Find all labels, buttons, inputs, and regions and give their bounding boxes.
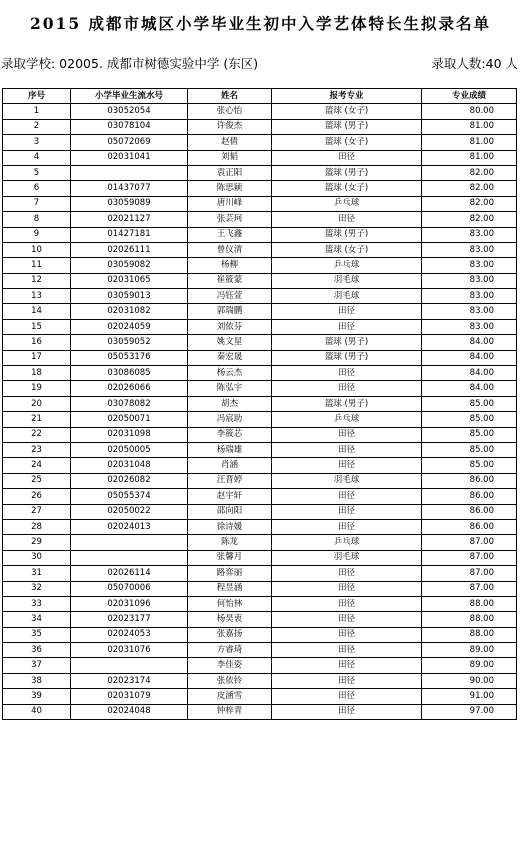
row-index: 14 <box>3 304 71 319</box>
row-student-serial: 05053176 <box>71 350 188 365</box>
row-name: 张馨月 <box>188 550 272 565</box>
row-student-serial: 03052054 <box>71 104 188 119</box>
row-score: 86.00 <box>422 519 517 534</box>
row-student-serial: 02021127 <box>71 212 188 227</box>
row-score: 82.00 <box>422 212 517 227</box>
row-specialty: 篮球 (女子) <box>272 242 422 257</box>
table-row <box>3 458 517 473</box>
row-specialty: 篮球 (男子) <box>272 119 422 134</box>
table-row <box>3 381 517 396</box>
row-name: 唐川峰 <box>188 196 272 211</box>
header-student-serial: 小学毕业生流水号 <box>71 89 188 104</box>
row-specialty: 田径 <box>272 566 422 581</box>
row-name: 郭瑞鹏 <box>188 304 272 319</box>
row-name: 路弈丽 <box>188 566 272 581</box>
table-row <box>3 319 517 334</box>
table-row <box>3 335 517 350</box>
row-index: 21 <box>3 412 71 427</box>
row-name: 胡杰 <box>188 396 272 411</box>
row-student-serial: 02031096 <box>71 596 188 611</box>
table-row <box>3 566 517 581</box>
row-student-serial: 02023177 <box>71 612 188 627</box>
row-name: 方睿琦 <box>188 643 272 658</box>
row-index: 11 <box>3 258 71 273</box>
row-score: 81.00 <box>422 119 517 134</box>
row-score: 86.00 <box>422 489 517 504</box>
row-student-serial: 02050005 <box>71 442 188 457</box>
row-name: 赵倩 <box>188 135 272 150</box>
table-row <box>3 242 517 257</box>
row-name: 曾仪清 <box>188 242 272 257</box>
row-name: 张芸珂 <box>188 212 272 227</box>
row-index: 27 <box>3 504 71 519</box>
table-row <box>3 704 517 719</box>
row-name: 许俊杰 <box>188 119 272 134</box>
row-index: 20 <box>3 396 71 411</box>
row-score: 83.00 <box>422 273 517 288</box>
row-score: 82.00 <box>422 181 517 196</box>
row-specialty: 羽毛球 <box>272 289 422 304</box>
table-row <box>3 596 517 611</box>
table-row <box>3 150 517 165</box>
row-score: 84.00 <box>422 366 517 381</box>
row-specialty: 田径 <box>272 304 422 319</box>
table-row <box>3 181 517 196</box>
row-score: 85.00 <box>422 458 517 473</box>
row-specialty: 田径 <box>272 627 422 642</box>
row-student-serial: 02031079 <box>71 689 188 704</box>
row-score: 88.00 <box>422 612 517 627</box>
row-name: 刘韬 <box>188 150 272 165</box>
row-name: 杨瑞雄 <box>188 442 272 457</box>
table-row <box>3 273 517 288</box>
row-student-serial: 02031065 <box>71 273 188 288</box>
table-row <box>3 550 517 565</box>
row-specialty: 田径 <box>272 442 422 457</box>
row-name: 肖涵 <box>188 458 272 473</box>
row-name: 杨柳 <box>188 258 272 273</box>
row-student-serial: 02023174 <box>71 673 188 688</box>
row-student-serial: 02024048 <box>71 704 188 719</box>
row-index: 38 <box>3 673 71 688</box>
table-row <box>3 350 517 365</box>
row-specialty: 田径 <box>272 596 422 611</box>
row-specialty: 田径 <box>272 643 422 658</box>
row-score: 86.00 <box>422 504 517 519</box>
row-name: 刘依芬 <box>188 319 272 334</box>
row-score: 87.00 <box>422 566 517 581</box>
row-specialty: 田径 <box>272 704 422 719</box>
row-index: 30 <box>3 550 71 565</box>
row-student-serial: 02026111 <box>71 242 188 257</box>
row-student-serial <box>71 165 188 180</box>
row-specialty: 篮球 (男子) <box>272 396 422 411</box>
row-specialty: 乒乓球 <box>272 196 422 211</box>
table-row <box>3 489 517 504</box>
row-specialty: 田径 <box>272 489 422 504</box>
row-index: 40 <box>3 704 71 719</box>
row-index: 5 <box>3 165 71 180</box>
row-specialty: 田径 <box>272 689 422 704</box>
row-name: 张嘉扬 <box>188 627 272 642</box>
row-score: 84.00 <box>422 350 517 365</box>
table-row <box>3 643 517 658</box>
row-student-serial: 01427181 <box>71 227 188 242</box>
row-specialty: 羽毛球 <box>272 473 422 488</box>
row-specialty: 乒乓球 <box>272 535 422 550</box>
row-score: 81.00 <box>422 150 517 165</box>
row-specialty: 乒乓球 <box>272 412 422 427</box>
row-index: 28 <box>3 519 71 534</box>
row-score: 82.00 <box>422 196 517 211</box>
table-row <box>3 519 517 534</box>
table-row <box>3 165 517 180</box>
row-student-serial: 02024059 <box>71 319 188 334</box>
row-specialty: 田径 <box>272 381 422 396</box>
row-score: 88.00 <box>422 627 517 642</box>
row-name: 冯钰萱 <box>188 289 272 304</box>
row-index: 16 <box>3 335 71 350</box>
row-index: 17 <box>3 350 71 365</box>
row-student-serial: 03078104 <box>71 119 188 134</box>
row-student-serial: 03059089 <box>71 196 188 211</box>
row-name: 杨昊衷 <box>188 612 272 627</box>
row-index: 6 <box>3 181 71 196</box>
row-score: 85.00 <box>422 427 517 442</box>
row-name: 汪晋婷 <box>188 473 272 488</box>
row-name: 皮涵雪 <box>188 689 272 704</box>
row-score: 85.00 <box>422 396 517 411</box>
row-specialty: 田径 <box>272 212 422 227</box>
row-index: 32 <box>3 581 71 596</box>
row-index: 29 <box>3 535 71 550</box>
row-student-serial: 02031041 <box>71 150 188 165</box>
table-row <box>3 258 517 273</box>
row-student-serial: 02026066 <box>71 381 188 396</box>
row-specialty: 田径 <box>272 673 422 688</box>
row-name: 王飞鑫 <box>188 227 272 242</box>
row-name: 钟梓青 <box>188 704 272 719</box>
row-index: 4 <box>3 150 71 165</box>
row-student-serial: 03059082 <box>71 258 188 273</box>
row-specialty: 篮球 (男子) <box>272 350 422 365</box>
row-name: 赵宇轩 <box>188 489 272 504</box>
header-score: 专业成绩 <box>422 89 517 104</box>
row-student-serial: 03078082 <box>71 396 188 411</box>
row-score: 83.00 <box>422 304 517 319</box>
row-name: 何怡林 <box>188 596 272 611</box>
table-row <box>3 612 517 627</box>
row-index: 34 <box>3 612 71 627</box>
row-student-serial: 03059052 <box>71 335 188 350</box>
row-student-serial: 02024053 <box>71 627 188 642</box>
table-row <box>3 504 517 519</box>
row-index: 18 <box>3 366 71 381</box>
row-student-serial: 02031082 <box>71 304 188 319</box>
row-student-serial: 02031048 <box>71 458 188 473</box>
row-specialty: 篮球 (男子) <box>272 335 422 350</box>
row-specialty: 篮球 (女子) <box>272 104 422 119</box>
row-score: 84.00 <box>422 381 517 396</box>
row-score: 87.00 <box>422 535 517 550</box>
row-name: 陈弘宇 <box>188 381 272 396</box>
row-specialty: 田径 <box>272 581 422 596</box>
row-specialty: 田径 <box>272 366 422 381</box>
row-name: 崔筱蒙 <box>188 273 272 288</box>
row-score: 87.00 <box>422 581 517 596</box>
table-row <box>3 289 517 304</box>
row-student-serial: 02024013 <box>71 519 188 534</box>
row-name: 李佳姿 <box>188 658 272 673</box>
row-index: 31 <box>3 566 71 581</box>
row-name: 程昱涵 <box>188 581 272 596</box>
admission-table <box>2 88 517 720</box>
row-name: 袁正阳 <box>188 165 272 180</box>
row-index: 15 <box>3 319 71 334</box>
row-score: 83.00 <box>422 227 517 242</box>
row-student-serial: 02050071 <box>71 412 188 427</box>
row-student-serial: 01437077 <box>71 181 188 196</box>
row-index: 10 <box>3 242 71 257</box>
row-index: 36 <box>3 643 71 658</box>
table-row <box>3 227 517 242</box>
row-score: 91.00 <box>422 689 517 704</box>
row-index: 25 <box>3 473 71 488</box>
row-score: 83.00 <box>422 258 517 273</box>
row-index: 33 <box>3 596 71 611</box>
row-student-serial: 02026082 <box>71 473 188 488</box>
row-name: 姚文星 <box>188 335 272 350</box>
table-row <box>3 119 517 134</box>
table-row <box>3 473 517 488</box>
row-name: 张依铃 <box>188 673 272 688</box>
row-index: 13 <box>3 289 71 304</box>
row-index: 26 <box>3 489 71 504</box>
row-index: 7 <box>3 196 71 211</box>
row-specialty: 田径 <box>272 319 422 334</box>
row-student-serial: 02026114 <box>71 566 188 581</box>
row-specialty: 篮球 (女子) <box>272 181 422 196</box>
admitting-school: 录取学校: 02005. 成都市树德实验中学 (东区) <box>1 56 259 71</box>
table-row <box>3 412 517 427</box>
row-specialty: 田径 <box>272 427 422 442</box>
table-row <box>3 135 517 150</box>
table-row <box>3 366 517 381</box>
row-specialty: 羽毛球 <box>272 550 422 565</box>
row-student-serial <box>71 535 188 550</box>
row-student-serial: 02031076 <box>71 643 188 658</box>
row-specialty: 田径 <box>272 504 422 519</box>
row-score: 81.00 <box>422 135 517 150</box>
row-score: 83.00 <box>422 289 517 304</box>
row-specialty: 篮球 (女子) <box>272 135 422 150</box>
row-name: 张心怡 <box>188 104 272 119</box>
row-index: 1 <box>3 104 71 119</box>
table-row <box>3 442 517 457</box>
table-row <box>3 104 517 119</box>
row-score: 89.00 <box>422 643 517 658</box>
table-row <box>3 689 517 704</box>
row-name: 冯宸助 <box>188 412 272 427</box>
row-name: 陈思颖 <box>188 181 272 196</box>
row-index: 24 <box>3 458 71 473</box>
row-index: 23 <box>3 442 71 457</box>
row-specialty: 篮球 (男子) <box>272 165 422 180</box>
row-student-serial: 03059013 <box>71 289 188 304</box>
row-specialty: 田径 <box>272 612 422 627</box>
row-score: 83.00 <box>422 319 517 334</box>
table-row <box>3 673 517 688</box>
row-student-serial <box>71 550 188 565</box>
row-index: 8 <box>3 212 71 227</box>
row-student-serial: 03086085 <box>71 366 188 381</box>
row-score: 82.00 <box>422 165 517 180</box>
row-score: 90.00 <box>422 673 517 688</box>
row-name: 徐诗媛 <box>188 519 272 534</box>
header-index: 序号 <box>3 89 71 104</box>
row-score: 84.00 <box>422 335 517 350</box>
table-header-row <box>3 89 517 104</box>
row-score: 88.00 <box>422 596 517 611</box>
table-row <box>3 396 517 411</box>
row-score: 85.00 <box>422 412 517 427</box>
row-name: 邵向阳 <box>188 504 272 519</box>
row-specialty: 田径 <box>272 458 422 473</box>
header-specialty: 报考专业 <box>272 89 422 104</box>
row-specialty: 田径 <box>272 519 422 534</box>
table-row <box>3 304 517 319</box>
row-student-serial: 02031098 <box>71 427 188 442</box>
header-name: 姓名 <box>188 89 272 104</box>
row-score: 85.00 <box>422 442 517 457</box>
row-score: 89.00 <box>422 658 517 673</box>
row-student-serial: 05072069 <box>71 135 188 150</box>
table-row <box>3 196 517 211</box>
admission-count: 录取人数:40 人 <box>431 56 518 71</box>
row-score: 86.00 <box>422 473 517 488</box>
row-index: 19 <box>3 381 71 396</box>
table-row <box>3 535 517 550</box>
row-index: 2 <box>3 119 71 134</box>
row-specialty: 田径 <box>272 150 422 165</box>
row-name: 陈龙 <box>188 535 272 550</box>
row-index: 37 <box>3 658 71 673</box>
row-student-serial: 05070006 <box>71 581 188 596</box>
row-index: 9 <box>3 227 71 242</box>
row-index: 12 <box>3 273 71 288</box>
table-row <box>3 627 517 642</box>
row-index: 39 <box>3 689 71 704</box>
row-index: 3 <box>3 135 71 150</box>
row-specialty: 田径 <box>272 658 422 673</box>
page-title: 2015 成都市城区小学毕业生初中入学艺体特长生拟录名单 <box>29 14 492 33</box>
row-name: 杨云杰 <box>188 366 272 381</box>
row-specialty: 羽毛球 <box>272 273 422 288</box>
row-index: 35 <box>3 627 71 642</box>
row-specialty: 篮球 (男子) <box>272 227 422 242</box>
row-score: 87.00 <box>422 550 517 565</box>
table-row <box>3 212 517 227</box>
row-student-serial <box>71 658 188 673</box>
row-name: 李筱芯 <box>188 427 272 442</box>
row-score: 83.00 <box>422 242 517 257</box>
row-student-serial: 02050022 <box>71 504 188 519</box>
row-index: 22 <box>3 427 71 442</box>
row-score: 80.00 <box>422 104 517 119</box>
row-specialty: 乒乓球 <box>272 258 422 273</box>
table-row <box>3 581 517 596</box>
table-row <box>3 658 517 673</box>
row-name: 秦宏晟 <box>188 350 272 365</box>
row-score: 97.00 <box>422 704 517 719</box>
row-student-serial: 05055374 <box>71 489 188 504</box>
table-row <box>3 427 517 442</box>
